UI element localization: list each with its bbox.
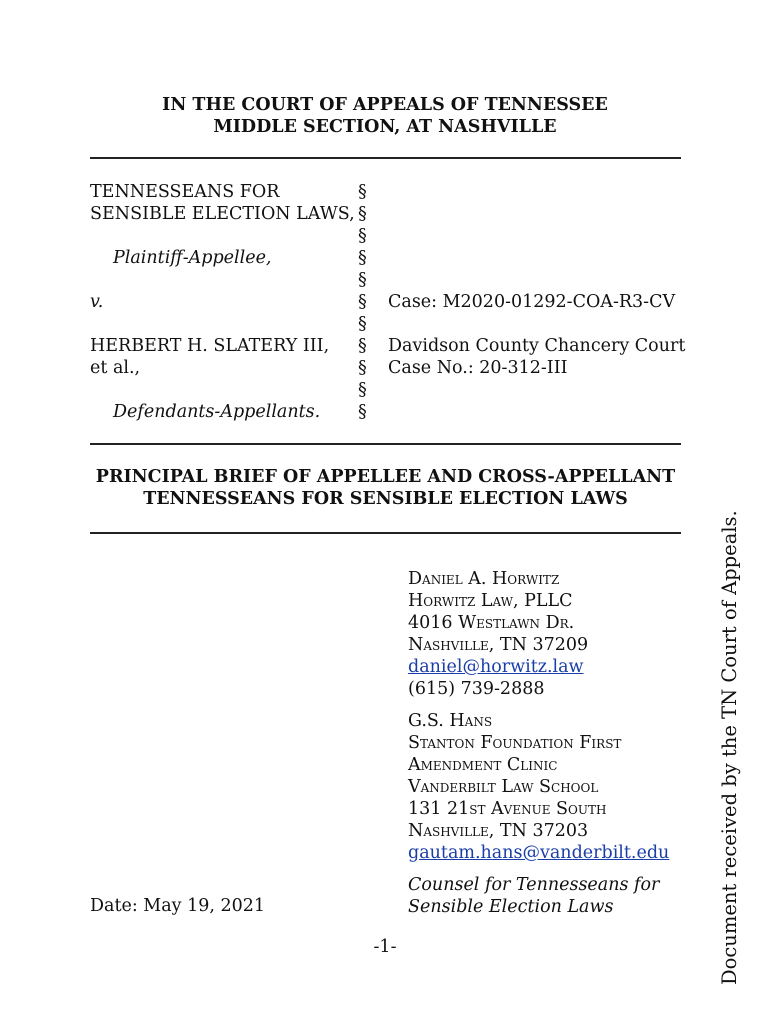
section-symbol: § <box>358 270 367 290</box>
attorney1-firm: Horwitz Law, PLLC <box>408 591 573 611</box>
lower-court: Davidson County Chancery Court <box>388 336 686 356</box>
defendant-role: Defendants-Appellants. <box>113 402 321 422</box>
lower-case-number: Case No.: 20-312-III <box>388 358 568 378</box>
counsel-role-line1: Counsel for Tennesseans for <box>408 875 660 895</box>
attorney1-phone: (615) 739-2888 <box>408 679 545 699</box>
attorney2-name: G.S. Hans <box>408 711 493 731</box>
section-symbol: § <box>358 248 367 268</box>
attorney2-email-link[interactable]: gautam.hans@vanderbilt.edu <box>408 843 670 863</box>
attorney1-city: Nashville, TN 37209 <box>408 635 589 655</box>
plaintiff-name-line2: SENSIBLE ELECTION LAWS, <box>90 204 355 224</box>
page-number: -1- <box>373 937 397 957</box>
attorney2-org-line2: Amendment Clinic <box>408 755 558 775</box>
counsel-role-line2: Sensible Election Laws <box>408 897 614 917</box>
brief-title <box>90 466 681 510</box>
received-watermark: Document received by the TN Court of Appeals. <box>718 510 741 985</box>
defendant-name-line1: HERBERT H. SLATERY III, <box>90 336 330 356</box>
plaintiff-name-line1: TENNESSEANS FOR <box>90 182 280 202</box>
court-section: MIDDLE SECTION, AT NASHVILLE <box>213 117 557 137</box>
section-symbol: § <box>358 336 367 356</box>
section-symbol: § <box>358 402 367 422</box>
caption-bottom-divider <box>90 443 681 445</box>
plaintiff-role: Plaintiff-Appellee, <box>113 248 272 268</box>
counsel-block <box>408 568 698 918</box>
versus: v. <box>90 292 104 312</box>
case-number: Case: M2020-01292-COA-R3-CV <box>388 292 676 312</box>
attorney2-city: Nashville, TN 37203 <box>408 821 589 841</box>
attorney1-name: Daniel A. Horwitz <box>408 569 560 589</box>
section-symbol: § <box>358 358 367 378</box>
section-symbol: § <box>358 226 367 246</box>
attorney1-street: 4016 Westlawn Dr. <box>408 613 575 633</box>
case-caption-parties <box>90 181 360 423</box>
section-symbol: § <box>358 314 367 334</box>
defendant-name-line2: et al., <box>90 358 141 378</box>
section-symbol: § <box>358 182 367 202</box>
filing-date: Date: May 19, 2021 <box>90 896 266 916</box>
section-symbol: § <box>358 204 367 224</box>
brief-title-line2: TENNESSEANS FOR SENSIBLE ELECTION LAWS <box>143 489 628 509</box>
section-symbol: § <box>358 292 367 312</box>
attorney2-school: Vanderbilt Law School <box>408 777 599 797</box>
attorney1-email-link[interactable]: daniel@horwitz.law <box>408 657 584 677</box>
brief-title-line1: PRINCIPAL BRIEF OF APPELLEE AND CROSS-APPELLANT <box>95 467 676 487</box>
court-header <box>90 94 680 138</box>
attorney2-street: 131 21st Avenue South <box>408 799 607 819</box>
top-divider <box>90 157 681 159</box>
attorney2-org-line1: Stanton Foundation First <box>408 733 622 753</box>
title-bottom-divider <box>90 532 681 534</box>
case-caption-details <box>388 181 688 379</box>
section-symbol-column <box>358 181 378 423</box>
section-symbol: § <box>358 380 367 400</box>
court-name: IN THE COURT OF APPEALS OF TENNESSEE <box>162 95 608 115</box>
